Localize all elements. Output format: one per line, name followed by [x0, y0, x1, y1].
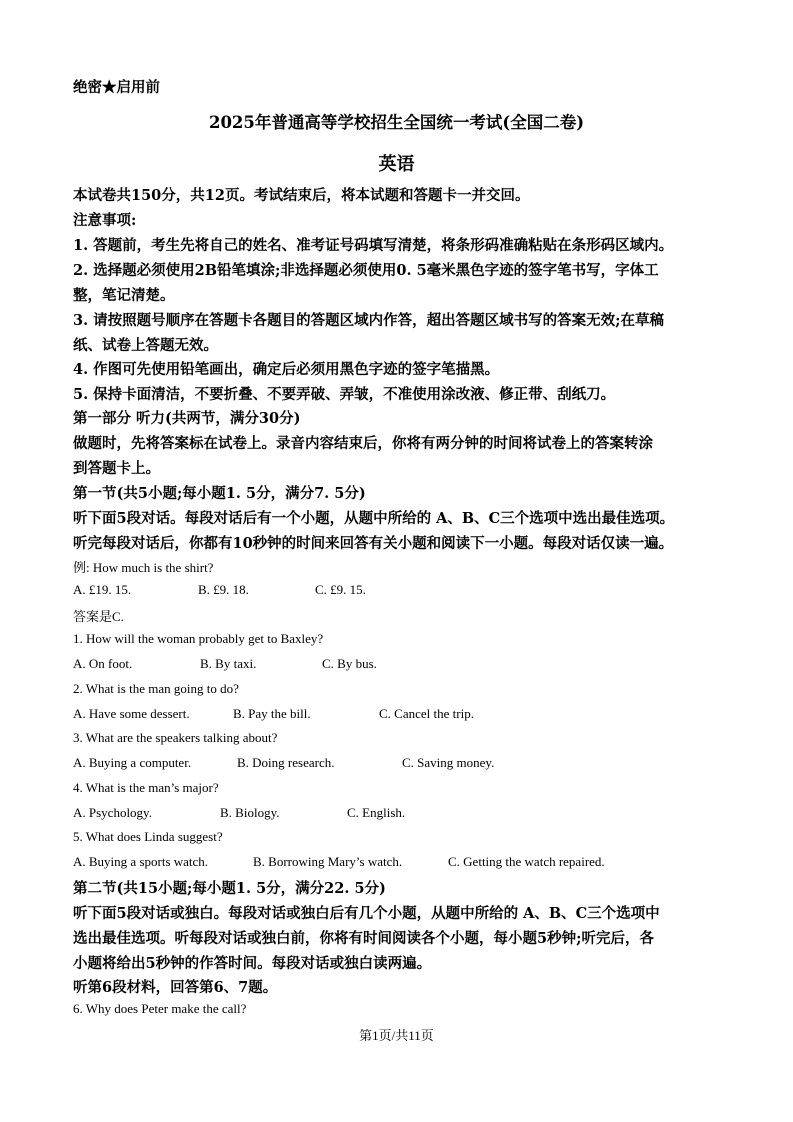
notice-line: 整，笔记清楚。 — [73, 287, 175, 304]
notice-line: 2. 选择题必须使用2B铅笔填涂;非选择题必须使用0. 5毫米黑色字迹的签字笔书写，字体工 — [73, 262, 659, 279]
question-1: 1. How will the woman probably get to Baxley? — [73, 631, 324, 646]
section1-heading: 第一节(共5小题;每小题1. 5分，满分7. 5分) — [73, 485, 366, 502]
question-1-option-a: A. On foot. — [73, 656, 133, 671]
exam-summary: 本试卷共150分，共12页。考试结束后，将本试题和答题卡一并交回。 — [73, 187, 530, 204]
question-5-option-a: A. Buying a sports watch. — [73, 854, 209, 869]
question-3-option-b: B. Doing research. — [237, 755, 335, 770]
example-question: 例: How much is the shirt? — [73, 560, 214, 575]
notice-line: 5. 保持卡面清洁，不要折叠、不要弄破、弄皱，不准使用涂改液、修正带、刮纸刀。 — [73, 386, 616, 403]
subject-title: 英语 — [378, 154, 415, 175]
notice-heading: 注意事项: — [73, 212, 137, 229]
section2-instruction: 听下面5段对话或独白。每段对话或独白后有几个小题，从题中所给的 A、B、C三个选项中 — [73, 905, 660, 922]
part1-instruction: 到答题卡上。 — [73, 460, 160, 477]
question-1-option-c: C. By bus. — [322, 656, 377, 671]
example-answer: 答案是C. — [73, 609, 124, 624]
section2-instruction: 选出最佳选项。听每段对话或独白前，你将有时间阅读各个小题，每小题5秒钟;听完后，各 — [73, 930, 654, 947]
question-4-option-b: B. Biology. — [220, 805, 280, 820]
question-4: 4. What is the man’s major? — [73, 780, 219, 795]
example-option-b: B. £9. 18. — [198, 582, 249, 597]
example-option-c: C. £9. 15. — [315, 582, 366, 597]
section2-heading: 第二节(共15小题;每小题1. 5分，满分22. 5分) — [73, 880, 386, 897]
section1-instruction: 听下面5段对话。每段对话后有一个小题，从题中所给的 A、B、C三个选项中选出最佳选项。 — [73, 510, 675, 527]
question-6: 6. Why does Peter make the call? — [73, 1001, 247, 1016]
question-4-option-a: A. Psychology. — [73, 805, 152, 820]
exam-title: 2025年普通高等学校招生全国统一考试(全国二卷) — [208, 113, 585, 132]
question-5: 5. What does Linda suggest? — [73, 829, 223, 844]
question-2-option-a: A. Have some dessert. — [73, 706, 190, 721]
notice-line: 1. 答题前，考生先将自己的姓名、准考证号码填写清楚，将条形码准确粘贴在条形码区域内。 — [73, 237, 674, 254]
section1-instruction: 听完每段对话后，你都有10秒钟的时间来回答有关小题和阅读下一小题。每段对话仅读一遍。 — [73, 535, 674, 552]
question-2-option-c: C. Cancel the trip. — [379, 706, 474, 721]
question-3: 3. What are the speakers talking about? — [73, 730, 278, 745]
notice-line: 4. 作图可先使用铅笔画出，确定后必须用黑色字迹的签字笔描黑。 — [73, 361, 500, 378]
question-3-option-a: A. Buying a computer. — [73, 755, 192, 770]
confidential-label: 绝密★启用前 — [73, 79, 160, 96]
section2-instruction: 小题将给出5秒钟的作答时间。每段对话或独白读两遍。 — [73, 955, 432, 972]
part1-instruction: 做题时，先将答案标在试卷上。录音内容结束后，你将有两分钟的时间将试卷上的答案转涂 — [73, 435, 653, 452]
page-number: 第1页/共11页 — [359, 1028, 434, 1043]
part1-heading: 第一部分 听力(共两节，满分30分) — [73, 410, 301, 427]
question-2: 2. What is the man going to do? — [73, 681, 239, 696]
example-option-a: A. £19. 15. — [73, 582, 132, 597]
question-4-option-c: C. English. — [347, 805, 406, 820]
question-3-option-c: C. Saving money. — [402, 755, 495, 770]
notice-line: 3. 请按照题号顺序在答题卡各题目的答题区域内作答，超出答题区域书写的答案无效;在草稿 — [73, 312, 665, 329]
question-2-option-b: B. Pay the bill. — [233, 706, 311, 721]
question-5-option-c: C. Getting the watch repaired. — [448, 854, 605, 869]
notice-line: 纸、试卷上答题无效。 — [73, 337, 218, 354]
question-5-option-b: B. Borrowing Mary’s watch. — [253, 854, 403, 869]
material-heading: 听第6段材料，回答第6、7题。 — [73, 979, 278, 996]
question-1-option-b: B. By taxi. — [200, 656, 257, 671]
